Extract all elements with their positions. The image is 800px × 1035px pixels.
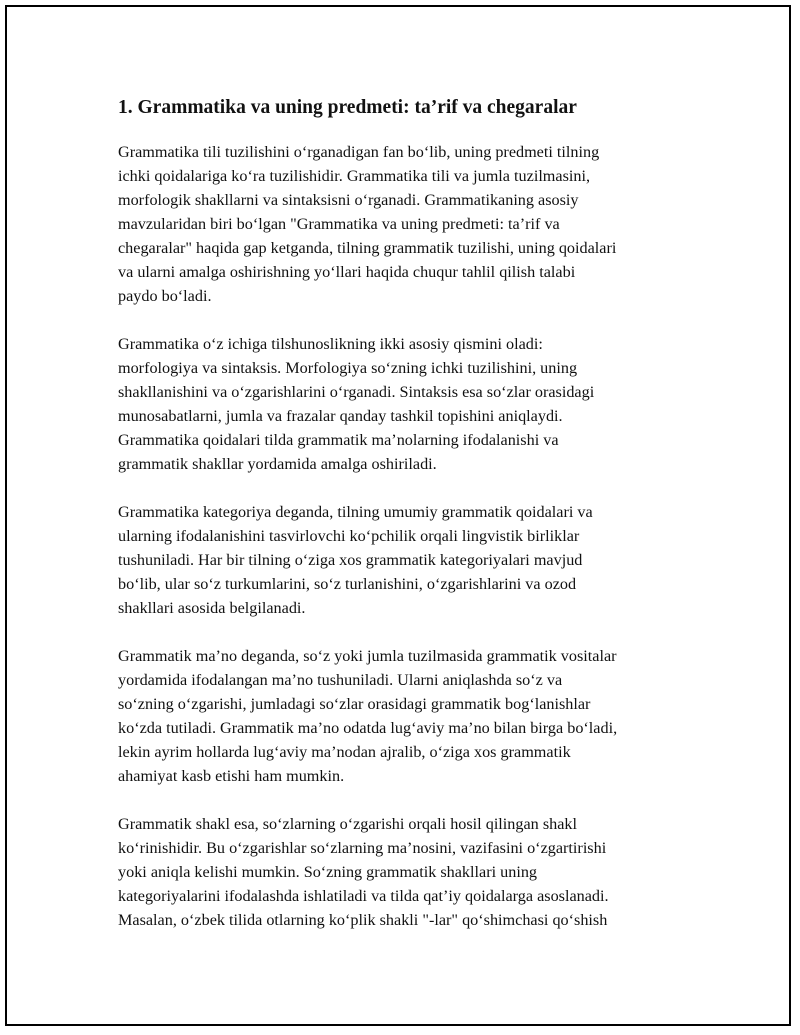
text-line: shakllanishini va o‘zgarishlarini o‘rganadi. Sintaksis esa so‘zlar orasidagi: [118, 383, 595, 401]
text-line: morfologik shakllarni va sintaksisni o‘rganadi. Grammatikaning asosiy: [118, 191, 579, 209]
text-line: va ularni amalga oshirishning yo‘llari haqida chuqur tahlil qilish talabi: [118, 263, 576, 281]
text-line: Grammatik ma’no deganda, so‘z yoki jumla tuzilmasida grammatik vositalar: [118, 647, 617, 665]
text-line: yoki aniqla kelishi mumkin. So‘zning grammatik shakllari uning: [118, 863, 538, 881]
text-line: bo‘lib, ular so‘z turkumlarini, so‘z turlanishini, o‘zgarishlarini va ozod: [118, 575, 577, 593]
text-line: tushuniladi. Har bir tilning o‘ziga xos grammatik kategoriyalari mavjud: [118, 551, 583, 569]
document-body: [118, 96, 718, 956]
text-line: mavzularidan biri bo‘lgan "Grammatika va uning predmeti: ta’rif va: [118, 215, 560, 233]
text-line: munosabatlarni, jumla va frazalar qanday tashkil topishini aniqlaydi.: [118, 407, 563, 425]
paragraph: [118, 500, 718, 620]
text-line: ichki qoidalariga ko‘ra tuzilishidir. Grammatika tili va jumla tuzilmasini,: [118, 167, 591, 185]
text-line: Masalan, o‘zbek tilida otlarning ko‘plik shakli "-lar" qo‘shimchasi qo‘shish: [118, 911, 608, 929]
text-line: yordamida ifodalangan ma’no tushuniladi. Ularni aniqlashda so‘z va: [118, 671, 563, 689]
text-line: so‘zning o‘zgarishi, jumladagi so‘zlar orasidagi grammatik bog‘lanishlar: [118, 695, 591, 713]
text-line: Grammatika qoidalari tilda grammatik ma’nolarning ifodalanishi va: [118, 431, 559, 449]
text-line: ko‘zda tutiladi. Grammatik ma’no odatda lug‘aviy ma’no bilan birga bo‘ladi,: [118, 719, 618, 737]
text-line: Grammatika kategoriya deganda, tilning umumiy grammatik qoidalari va: [118, 503, 593, 521]
paragraph: [118, 332, 718, 476]
text-line: ularning ifodalanishini tasvirlovchi ko‘pchilik orqali lingvistik birliklar: [118, 527, 580, 545]
text-line: ko‘rinishidir. Bu o‘zgarishlar so‘zlarning ma’nosini, vazifasini o‘zgartirishi: [118, 839, 607, 857]
text-line: morfologiya va sintaksis. Morfologiya so‘zning ichki tuzilishini, uning: [118, 359, 578, 377]
text-line: kategoriyalarini ifodalashda ishlatiladi va tilda qat’iy qoidalarga asoslanadi.: [118, 887, 609, 905]
text-line: Grammatika tili tuzilishini o‘rganadigan fan bo‘lib, uning predmeti tilning: [118, 143, 600, 161]
text-line: paydo bo‘ladi.: [118, 287, 212, 305]
section-heading: 1. Grammatika va uning predmeti: ta’rif va chegaralar: [118, 97, 577, 118]
text-line: Grammatik shakl esa, so‘zlarning o‘zgarishi orqali hosil qilingan shakl: [118, 815, 577, 833]
text-line: Grammatika o‘z ichiga tilshunoslikning ikki asosiy qismini oladi:: [118, 335, 543, 353]
paragraph: [118, 644, 718, 788]
paragraph: [118, 140, 718, 308]
text-line: shakllari asosida belgilanadi.: [118, 599, 306, 617]
text-line: grammatik shakllar yordamida amalga oshiriladi.: [118, 455, 437, 473]
paragraph: [118, 812, 718, 932]
text-line: ahamiyat kasb etishi ham mumkin.: [118, 767, 345, 785]
text-line: chegaralar" haqida gap ketganda, tilning grammatik tuzilishi, uning qoidalari: [118, 239, 617, 257]
text-line: lekin ayrim hollarda lug‘aviy ma’nodan ajralib, o‘ziga xos grammatik: [118, 743, 571, 761]
